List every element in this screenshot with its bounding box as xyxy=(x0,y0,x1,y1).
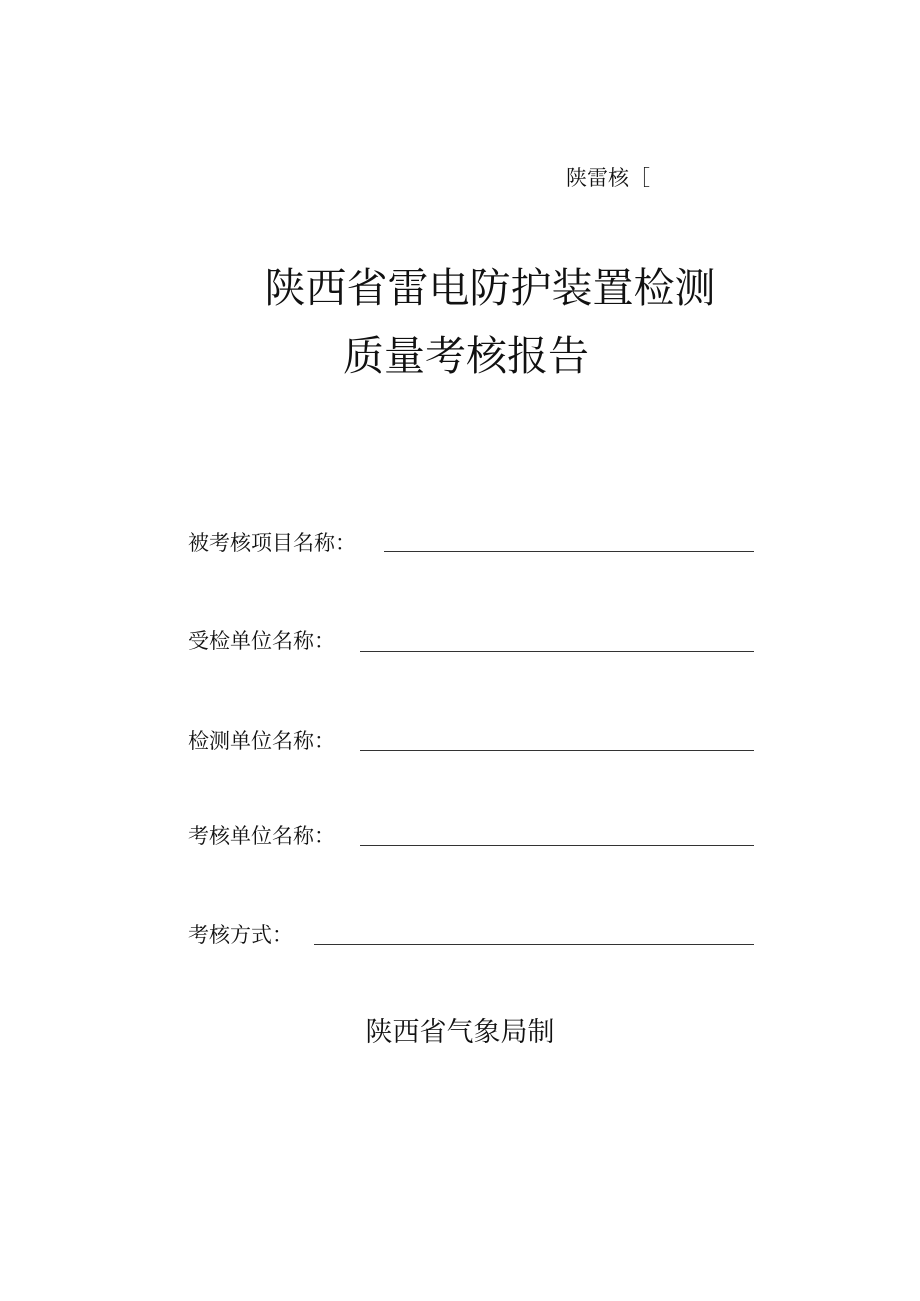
field-testing-unit xyxy=(188,724,335,754)
field-inspected-unit xyxy=(188,624,335,654)
field-line-assessment-method[interactable] xyxy=(314,944,754,945)
field-project-name xyxy=(188,526,356,556)
field-line-testing-unit[interactable] xyxy=(360,750,754,751)
field-line-inspected-unit[interactable] xyxy=(360,651,754,652)
field-assessing-unit xyxy=(188,819,335,849)
report-title-line-1: 陕西省雷电防护装置检测 xyxy=(264,264,716,312)
field-line-assessing-unit[interactable] xyxy=(360,845,754,846)
field-label-assessment-method: 考核方式： xyxy=(188,923,293,947)
field-assessment-method xyxy=(188,918,293,948)
report-title-line-2: 质量考核报告 xyxy=(343,332,589,380)
issuer: 陕西省气象局制 xyxy=(365,1017,555,1048)
field-label-inspected-unit: 受检单位名称： xyxy=(188,629,335,653)
field-label-testing-unit: 检测单位名称： xyxy=(188,729,335,753)
field-line-project-name[interactable] xyxy=(384,551,754,552)
field-label-assessing-unit: 考核单位名称： xyxy=(188,824,335,848)
document-number: 陕雷核［ xyxy=(566,166,650,190)
field-label-project-name: 被考核项目名称： xyxy=(188,531,356,555)
